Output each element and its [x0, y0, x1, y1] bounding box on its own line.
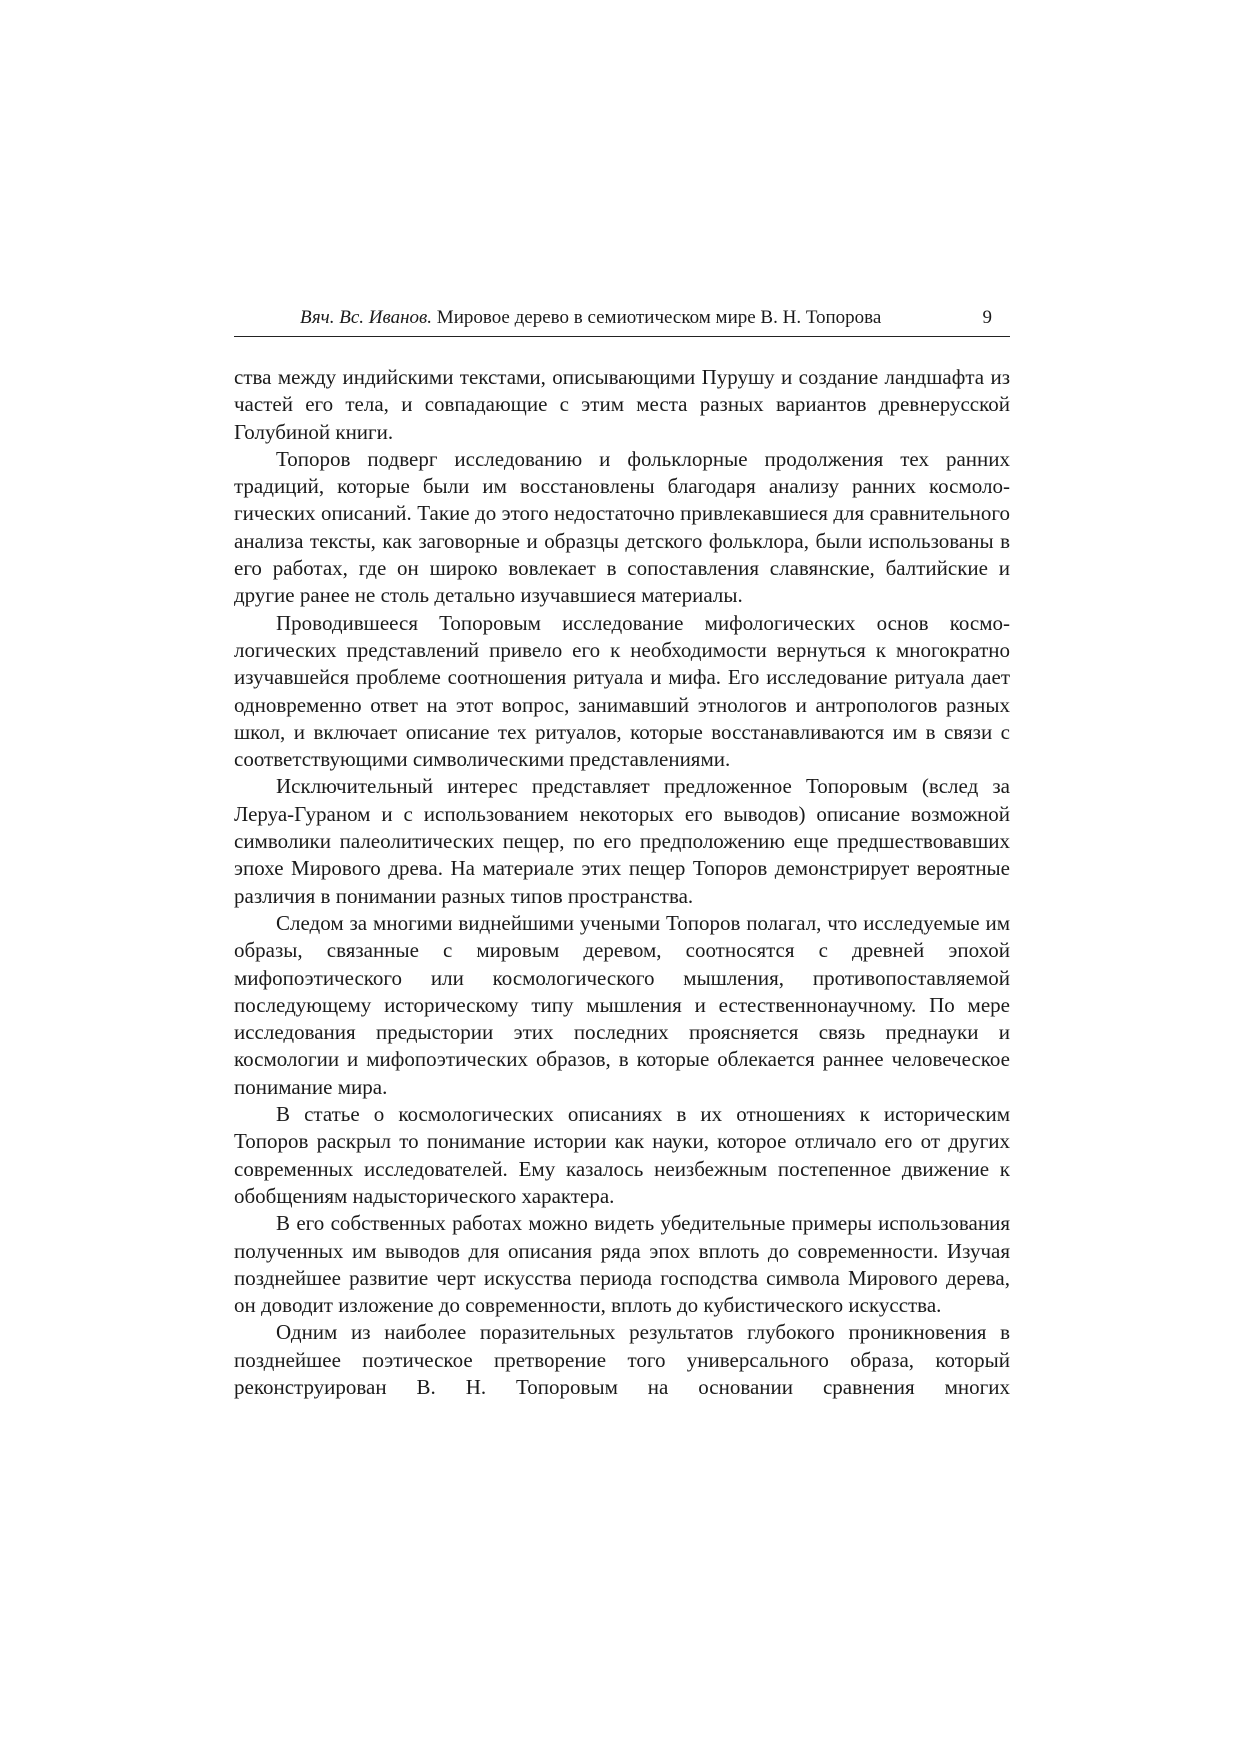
paragraph-4: Исключительный интерес представляет предложенное Топоровым (вслед за Леруа-Гураном и с использованием некоторых его выводов) описание возможной символики палеолитических пещер, по его предположению еще предшествовавших эпохе Мирового древа. На материале этих пещер Топоров демонстрирует вероятные различия в понимании разных типов пространства. — [234, 774, 1010, 908]
paragraph-3: Проводившееся Топоровым исследование мифологических основ космологических представлений привело его к необходимости вернуться к многократно изучавшейся проблеме соотношения ритуала и мифа. Его исследование ритуала дает одновременно ответ на этот вопрос, занимавший этнологов и антропологов разных школ, и включает описание тех ритуалов, которые восстанавливаются им в связи с соответствующими символическими представлениями. — [234, 610, 1010, 772]
running-head-title: Мировое дерево в семиотическом мире В. Н. Топорова — [436, 307, 882, 328]
body-text — [234, 364, 1010, 1401]
running-head — [234, 302, 1010, 337]
running-head-title-line — [300, 306, 881, 330]
paragraph-1: ства между индийскими текстами, описывающими Пурушу и создание ландшафта из частей его тела, и совпадающие с этим места разных вариантов древнерусской Голубиной книги. — [234, 365, 1010, 444]
paragraph-8: Одним из наиболее поразительных результатов глубокого проникновения в позднейшее поэтическое претворение того универсального образа, который реконструирован В. Н. Топоровым на основании сравнения многих — [234, 1320, 1010, 1399]
paragraph-2: Топоров подверг исследованию и фольклорные продолжения тех ранних традиций, которые были им восстановлены благодаря анализу ранних космологических описаний. Такие до этого недостаточно привлекавшиеся для сравнительного анализа тексты, как заговорные и образцы детского фольклора, были использованы в его работах, где он широко вовлекает в сопоставления славянские, балтийские и другие ранее не столь детально изучавшиеся материалы. — [234, 446, 1010, 608]
paragraph-6: В статье о космологических описаниях в их отношениях к историческим Топоров раскрыл то понимание истории как науки, которое отличало его от других современных исследователей. Ему казалось неизбежным постепенное движение к обобщениям надысторического характера. — [234, 1102, 1010, 1208]
paragraph-5: Следом за многими виднейшими учеными Топоров полагал, что исследуемые им образы, связанные с мировым деревом, соотносятся с древней эпохой мифопоэтического или космологического мышления, противопоставляемой последующему историческому типу мышления и естественнонаучному. По мере исследования предыстории этих последних проясняется связь преднауки и космологии и мифопоэтических образов, в которые облекается раннее человеческое понимание мира. — [234, 910, 1010, 1099]
paragraph-7: В его собственных работах можно видеть убедительные примеры использования полученных им выводов для описания ряда эпох вплоть до современности. Изучая позднейшее развитие черт искусства периода господства символа Мирового дерева, он доводит изложение до современности, вплоть до кубистического искусства. — [234, 1211, 1010, 1318]
running-head-author: Вяч. Вс. Иванов. — [300, 307, 433, 328]
page-number: 9 — [982, 307, 992, 328]
